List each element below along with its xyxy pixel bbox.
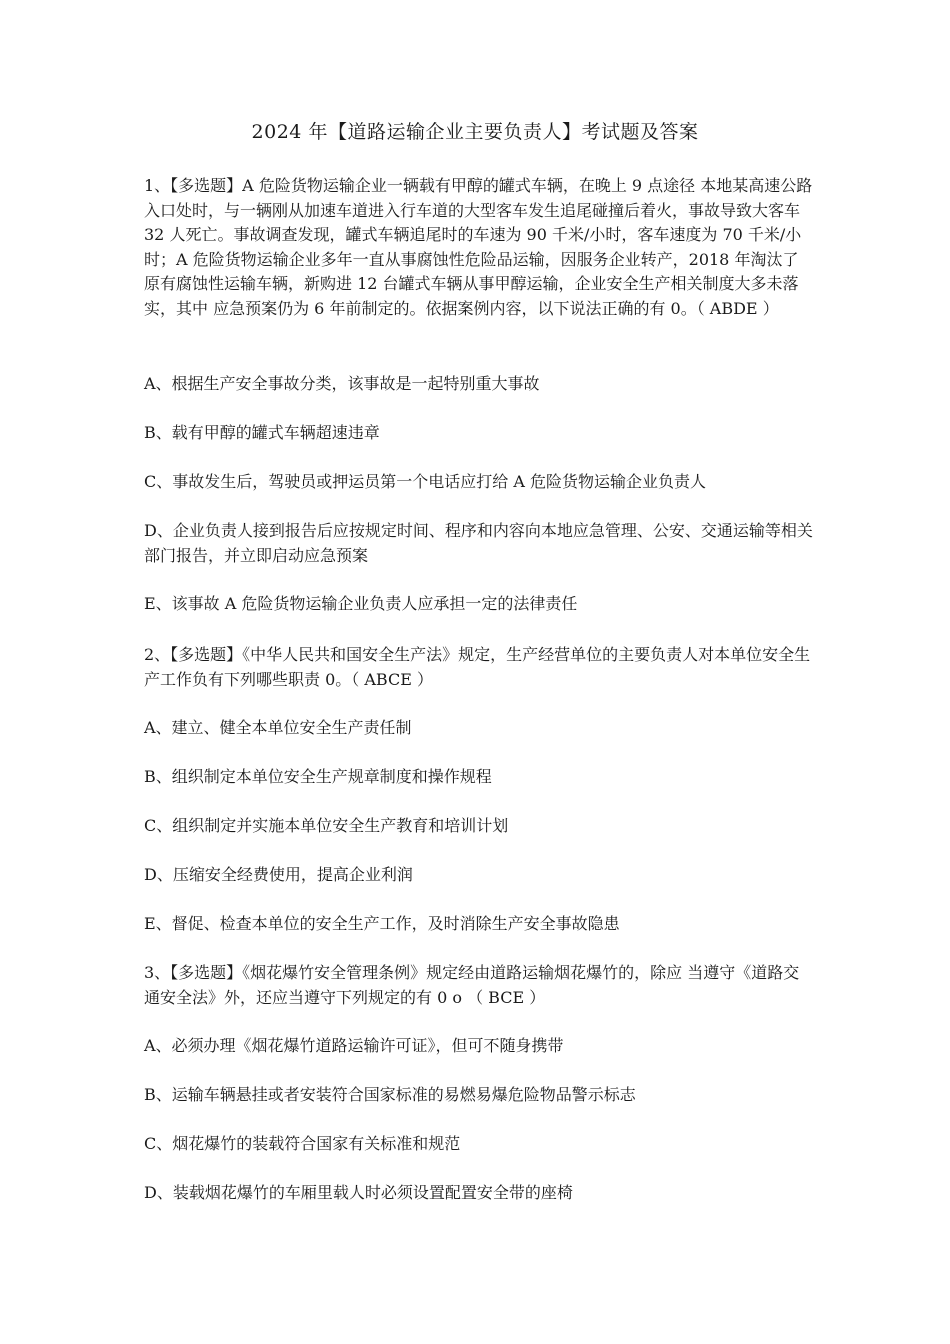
question-3-option-b: B、运输车辆悬挂或者安装符合国家标准的易燃易爆危险物品警示标志 [144,1085,636,1104]
question-2-option-e: E、督促、检查本单位的安全生产工作，及时消除生产安全事故隐患 [144,914,620,933]
question-1-option-b: B、载有甲醇的罐式车辆超速违章 [144,423,380,442]
question-1-option-a: A、根据生产安全事故分类，该事故是一起特别重大事故 [144,374,540,393]
question-2-option-d: D、压缩安全经费使用，提高企业利润 [144,865,413,884]
question-3-option-c: C、烟花爆竹的装载符合国家有关标准和规范 [144,1134,461,1153]
question-1-stem: 1、【多选题】A 危险货物运输企业一辆载有甲醇的罐式车辆，在晚上 9 点途径 本地某高速公路入口处时，与一辆刚从加速车道进入行车道的大型客车发生追尾碰撞后着火，事故导致大客车 32 人死亡。事故调查发现，罐式车辆追尾时的车速为 90 千米/小时，客车速度为 70 千米/小时；A 危险货物运输企业多年一直从事腐蚀性危险品运输，因服务企业转产，2018 年淘汰了原有腐蚀性运输车辆，新购进 12 台罐式车辆从事甲醇运输，企业安全生产相关制度大多未落实，其中 应急预案仍为 6 年前制定的。依据案例内容，以下说法正确的有 0。（ ABDE ） [144,176,813,318]
question-2-option-a: A、建立、健全本单位安全生产责任制 [144,718,412,737]
document-title: 2024 年【道路运输企业主要负责人】考试题及答案 [251,121,699,143]
question-3-option-a: A、必须办理《烟花爆竹道路运输许可证》，但可不随身携带 [144,1036,564,1055]
question-3-option-d: D、装载烟花爆竹的车厢里载人时必须设置配置安全带的座椅 [144,1183,573,1202]
question-2-option-c: C、组织制定并实施本单位安全生产教育和培训计划 [144,816,509,835]
question-3-stem: 3、【多选题】《烟花爆竹安全管理条例》规定经由道路运输烟花爆竹的，除应 当遵守《道路交通安全法》外，还应当遵守下列规定的有 0 o （ BCE ） [144,963,800,1007]
question-2-option-b: B、组织制定本单位安全生产规章制度和操作规程 [144,767,492,786]
question-2-stem: 2、【多选题】《中华人民共和国安全生产法》规定，生产经营单位的主要负责人对本单位安全生产工作负有下列哪些职责 0。（ ABCE ） [144,645,811,689]
question-1-option-e: E、该事故 A 危险货物运输企业负责人应承担一定的法律责任 [144,594,578,613]
question-1-option-c: C、事故发生后，驾驶员或押运员第一个电话应打给 A 危险货物运输企业负责人 [144,472,706,491]
question-1-option-d: D、企业负责人接到报告后应按规定时间、程序和内容向本地应急管理、公安、交通运输等相关部门报告，并立即启动应急预案 [144,521,813,565]
